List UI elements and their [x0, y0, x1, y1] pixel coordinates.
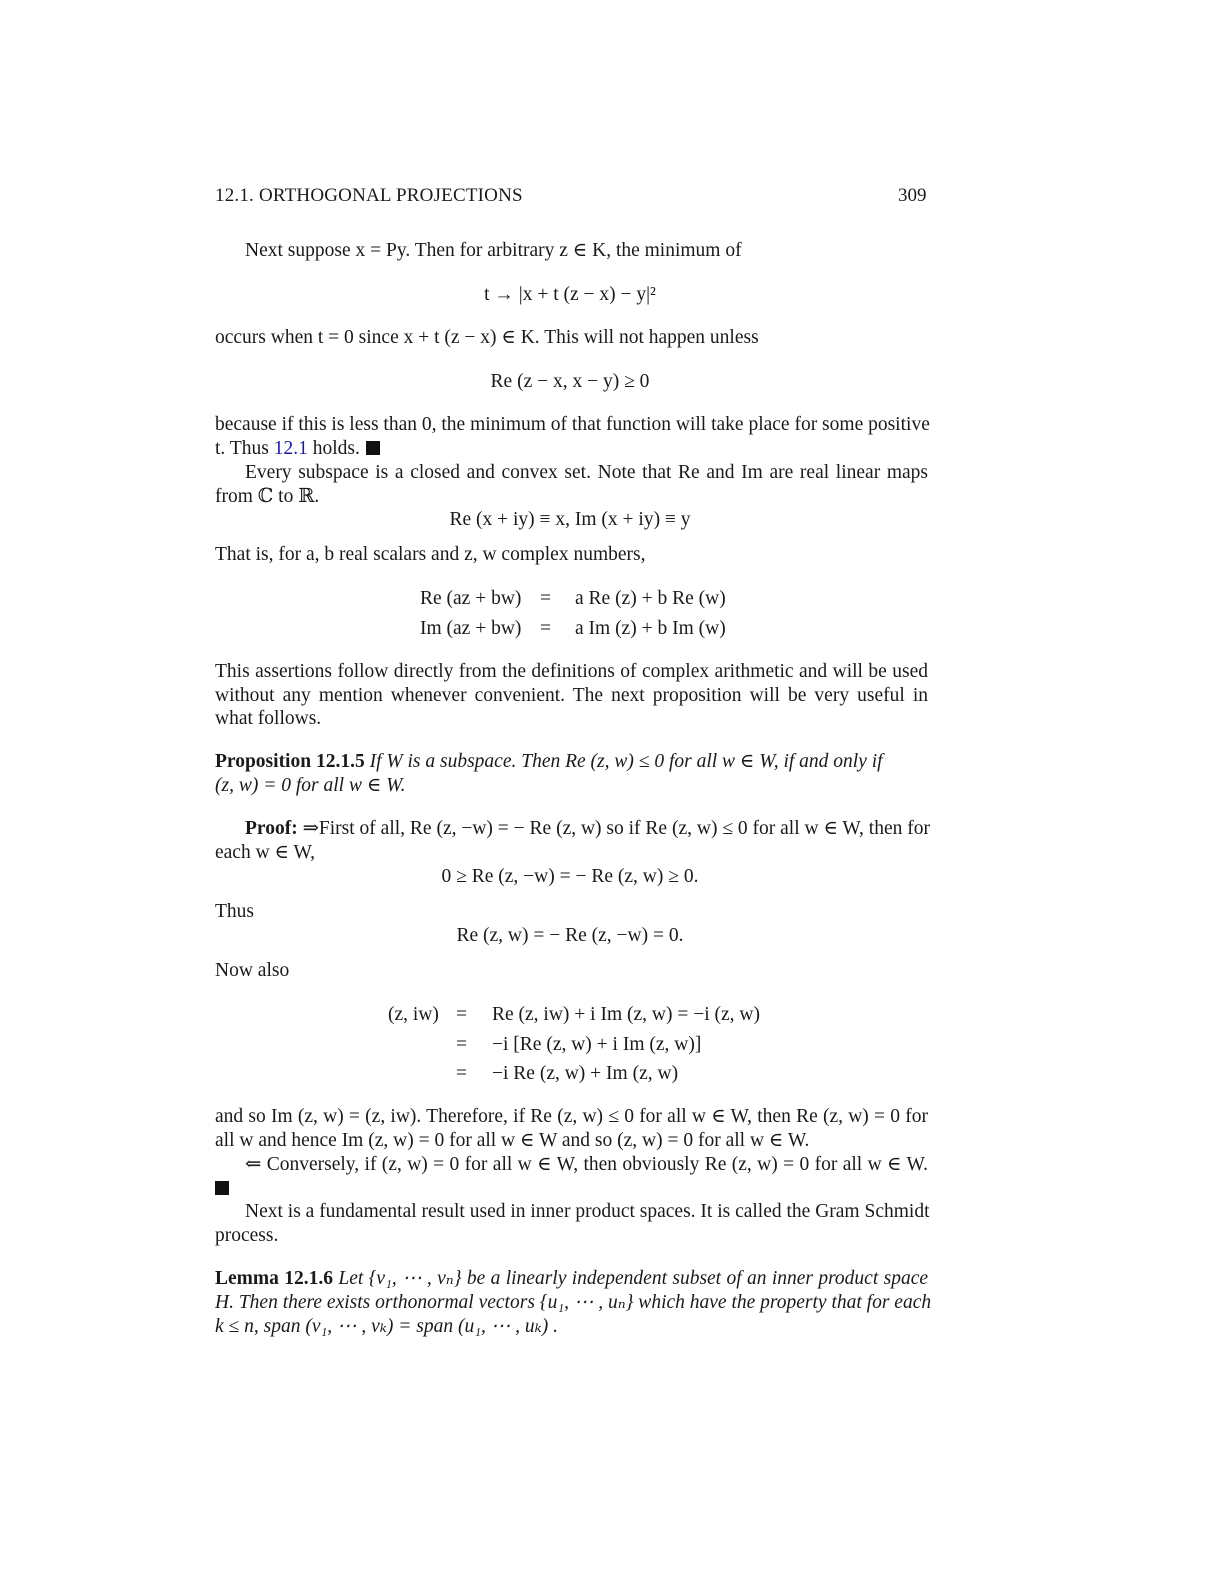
lemma-line: [215, 1291, 932, 1315]
display-equation: Re (x + iy) ≡ x, Im (x + iy) ≡ y: [449, 509, 691, 530]
paragraph-line: what follows.: [215, 708, 322, 729]
equation-rhs: a Re (z) + b Re (w): [575, 588, 726, 609]
lemma-text: H. Then there exists orthonormal vectors {u₁, ⋯ , uₙ} which have the property that for each: [215, 1292, 932, 1313]
paragraph-line: all w and hence Im (z, w) = 0 for all w ∈ W and so (z, w) = 0 for all w ∈ W.: [215, 1130, 810, 1151]
qed-square-icon: [215, 1181, 229, 1195]
display-equation: Re (z − x, x − y) ≥ 0: [490, 371, 650, 392]
equation-rhs: −i [Re (z, w) + i Im (z, w)]: [492, 1034, 702, 1055]
proof-line: [245, 817, 930, 841]
paragraph-line: [215, 437, 380, 461]
proposition-text: If W is a subspace. Then Re (z, w) ≤ 0 for all w ∈ W, if and only if: [369, 751, 883, 772]
lemma-label: Lemma 12.1.6: [215, 1268, 333, 1289]
equation-lhs: Re (az + bw): [420, 588, 522, 609]
paragraph-line: each w ∈ W,: [215, 842, 315, 863]
paragraph-line: because if this is less than 0, the minimum of that function will take place for some positive: [215, 414, 930, 435]
proposition-text: (z, w) = 0 for all w ∈ W.: [215, 775, 406, 796]
proposition-label: Proposition 12.1.5: [215, 751, 365, 772]
paragraph-line: ⇐ Conversely, if (z, w) = 0 for all w ∈ W, then obviously Re (z, w) = 0 for all w ∈ W.: [245, 1154, 928, 1175]
equation-relation: =: [456, 1063, 467, 1084]
paragraph-line: occurs when t = 0 since x + t (z − x) ∈ K. This will not happen unless: [215, 327, 759, 348]
paragraph-line: Now also: [215, 960, 290, 981]
equation-lhs: (z, iw): [388, 1004, 439, 1025]
proof-label: Proof:: [245, 818, 298, 839]
lemma-line: [215, 1315, 558, 1339]
text-span: t. Thus: [215, 438, 274, 459]
paragraph-line: from ℂ to ℝ.: [215, 486, 320, 507]
text-span: holds.: [307, 438, 360, 459]
equation-relation: =: [456, 1004, 467, 1025]
qed-line: [215, 1177, 229, 1201]
paragraph-line: and so Im (z, w) = (z, iw). Therefore, if Re (z, w) ≤ 0 for all w ∈ W, then Re (z, w) = 0 for: [215, 1106, 928, 1127]
paragraph-line: Thus: [215, 901, 254, 922]
paragraph-line: process.: [215, 1225, 279, 1246]
display-equation: 0 ≥ Re (z, −w) = − Re (z, w) ≥ 0.: [441, 866, 699, 887]
proof-text: ⇒First of all, Re (z, −w) = − Re (z, w) so if Re (z, w) ≤ 0 for all w ∈ W, then for: [302, 818, 930, 839]
page-number: 309: [898, 185, 927, 206]
lemma-line: [215, 1267, 928, 1291]
display-equation: Re (z, w) = − Re (z, −w) = 0.: [456, 925, 684, 946]
paragraph-line: Next is a fundamental result used in inner product spaces. It is called the Gram Schmidt: [245, 1201, 930, 1222]
paragraph-line: without any mention whenever convenient. The next proposition will be very useful in: [215, 685, 928, 706]
paragraph-line: Next suppose x = Py. Then for arbitrary z ∈ K, the minimum of: [245, 240, 742, 261]
equation-rhs: a Im (z) + b Im (w): [575, 618, 726, 639]
equation-rhs: Re (z, iw) + i Im (z, w) = −i (z, w): [492, 1004, 760, 1025]
paragraph-line: Every subspace is a closed and convex set. Note that Re and Im are real linear maps: [245, 462, 928, 483]
proposition-line: [215, 774, 405, 798]
equation-reference-link[interactable]: 12.1: [273, 438, 308, 459]
paragraph-line: This assertions follow directly from the definitions of complex arithmetic and will be used: [215, 661, 928, 682]
lemma-text: Let {v₁, ⋯ , vₙ} be a linearly independent subset of an inner product space: [338, 1268, 929, 1289]
equation-relation: =: [456, 1034, 467, 1055]
equation-rhs: −i Re (z, w) + Im (z, w): [492, 1063, 679, 1084]
equation-relation: =: [540, 588, 551, 609]
qed-square-icon: [366, 441, 380, 455]
running-head: 12.1. ORTHOGONAL PROJECTIONS: [215, 185, 523, 206]
lemma-text: k ≤ n, span (v₁, ⋯ , vₖ) = span (u₁, ⋯ , uₖ) .: [215, 1316, 559, 1337]
equation-relation: =: [540, 618, 551, 639]
display-equation: t → |x + t (z − x) − y|²: [484, 284, 656, 305]
paragraph-line: That is, for a, b real scalars and z, w complex numbers,: [215, 544, 646, 565]
proposition-line: [215, 750, 883, 774]
equation-lhs: Im (az + bw): [420, 618, 522, 639]
